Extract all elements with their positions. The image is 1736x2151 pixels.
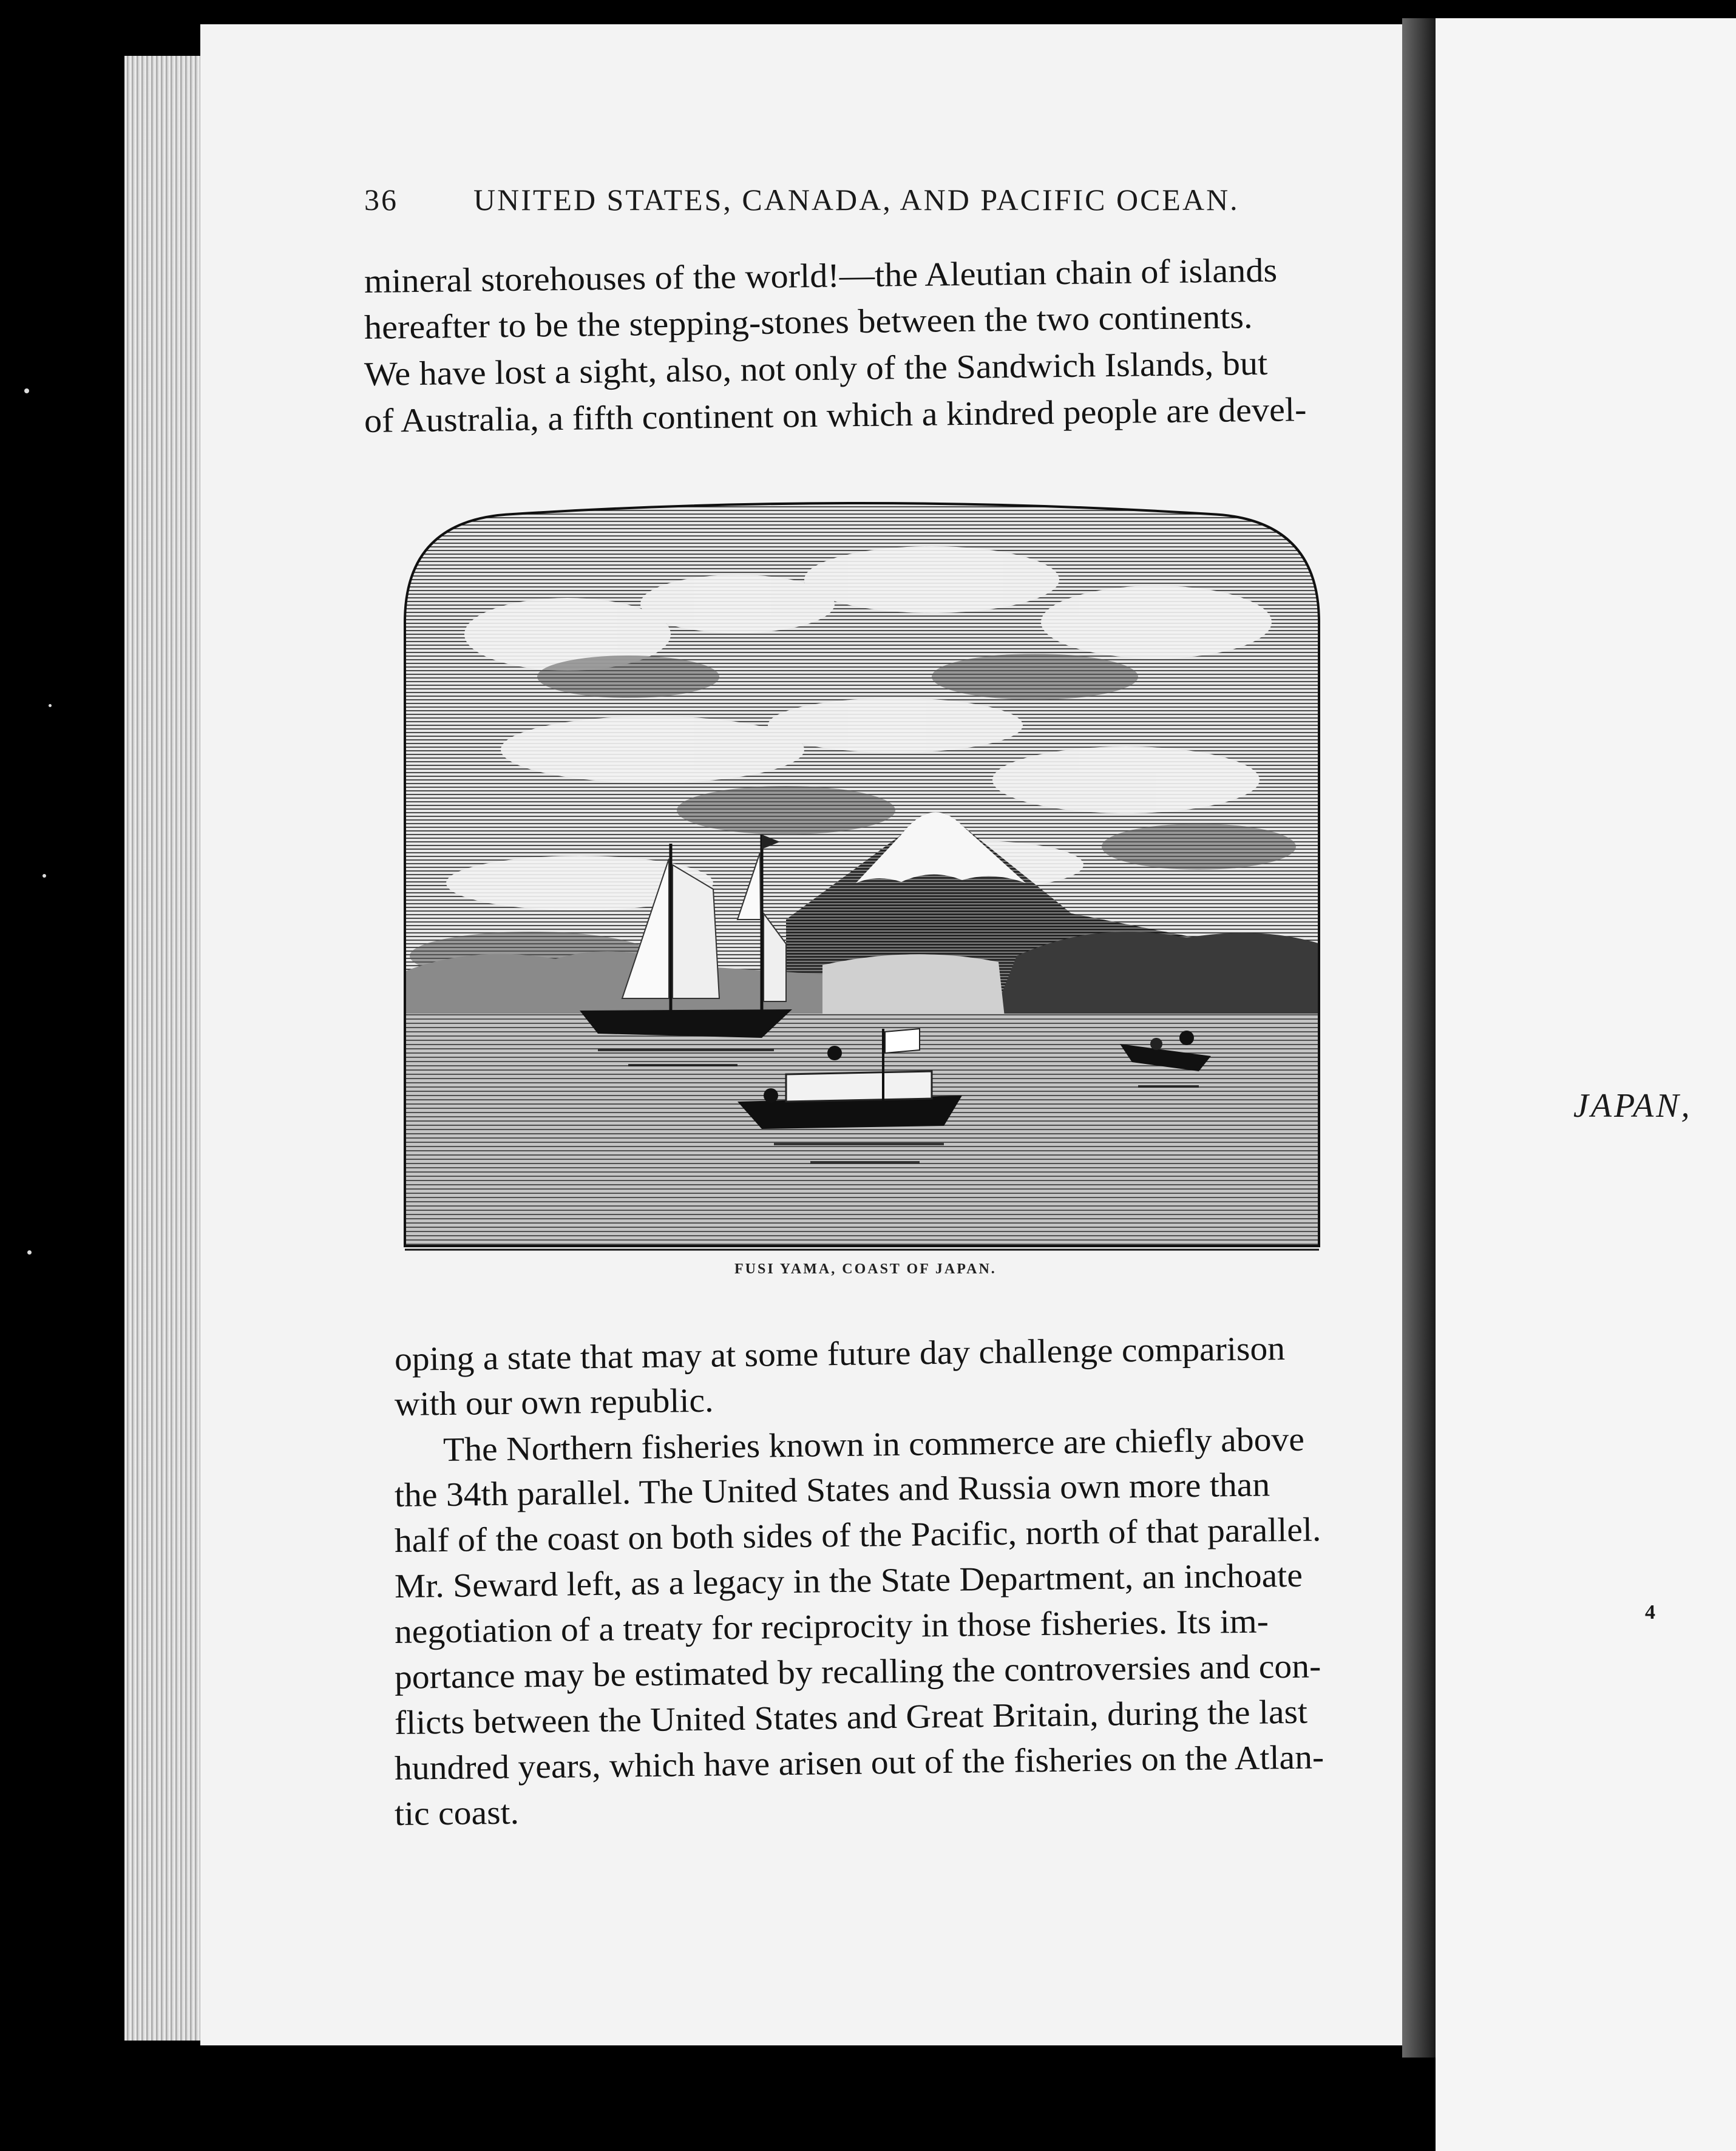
running-head [364,182,1239,217]
speck [27,1250,32,1255]
engraving-fusi-yama [398,495,1326,1253]
speck [24,388,29,393]
text-line: portance may be estimated by recalling the controversies and con- [394,1647,1321,1696]
facing-page-number: 4 [1645,1601,1655,1624]
text-line: with our own republic. [394,1381,714,1423]
text-line: half of the coast on both sides of the Pacific, north of that parallel. [394,1511,1321,1560]
speck [42,874,46,878]
text-line: mineral storehouses of the world!—the Aleutian chain of islands [364,251,1278,300]
right-page [1436,18,1736,2151]
facing-page-word: JAPAN, [1573,1087,1692,1125]
text-line: negotiation of a treaty for reciprocity in those fisheries. Its im- [394,1602,1269,1651]
text-line: The Northern fisheries known in commerce are chiefly above [442,1420,1305,1469]
text-line: flicts between the United States and Great Britain, during the last [394,1693,1308,1742]
text-line: hereafter to be the stepping-stones between the two continents. [364,298,1253,347]
running-head-title: UNITED STATES, CANADA, AND PACIFIC OCEAN. [473,183,1239,217]
text-line: Mr. Seward left, as a legacy in the State Department, an inchoate [394,1556,1303,1605]
text-line: of Australia, a fifth continent on which a kindred people are devel- [364,391,1307,440]
figure-caption: FUSI YAMA, COAST OF JAPAN. [734,1261,997,1277]
page-edges [124,56,203,2041]
text-line: tic coast. [394,1794,520,1833]
page-number: 36 [364,183,398,217]
text-line: the 34th parallel. The United States and Russia own more than [394,1466,1270,1514]
text-line: oping a state that may at some future day challenge comparison [394,1330,1286,1378]
text-line: hundred years, which have arisen out of the fisheries on the Atlan- [394,1738,1324,1787]
text-line: We have lost a sight, also, not only of the Sandwich Islands, but [364,344,1268,393]
gutter-shadow [1402,18,1436,2058]
speck [49,704,52,707]
